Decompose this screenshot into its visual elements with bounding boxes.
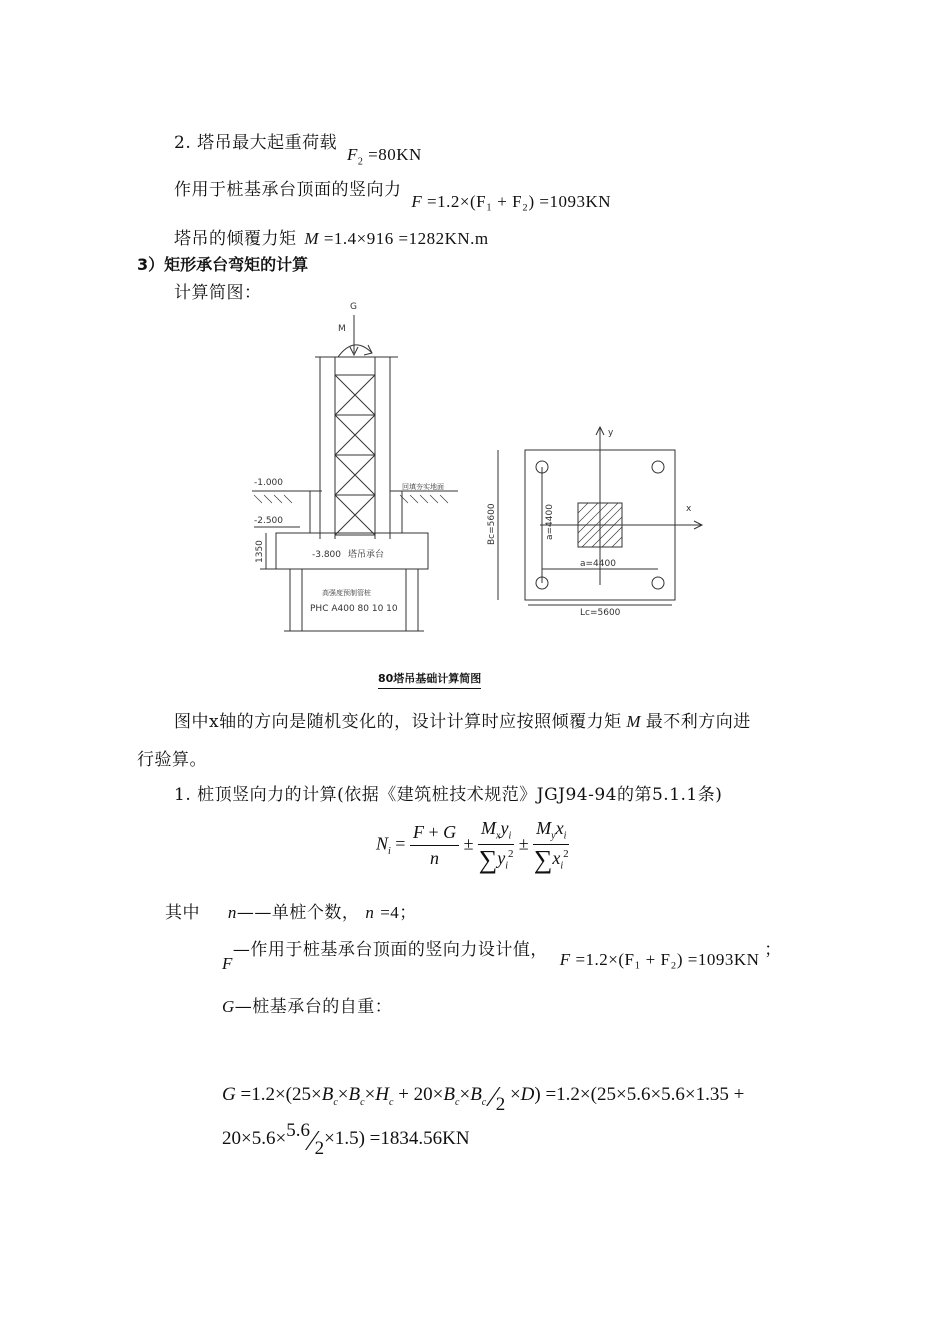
n-desc: ——单桩个数， [236, 903, 360, 923]
G-desc: —桩基承台的自重： [234, 997, 393, 1017]
para1-b: 最不利方向进 [645, 712, 751, 732]
F-desc: —作用于桩基承台顶面的竖向力设计值， [232, 940, 548, 960]
section-heading: 3）矩形承台弯矩的计算 [137, 255, 309, 274]
label-axis-x: x [686, 504, 692, 514]
label-a-horizontal: a=4400 [580, 559, 616, 569]
tower-crane-foundation-diagram [240, 295, 720, 655]
label-G: G [350, 302, 357, 312]
paragraph-x-axis-line2: 行验算。 [137, 750, 207, 770]
item2-line [174, 128, 422, 168]
label-elev-1: -1.000 [254, 478, 284, 488]
para1-a: 图中x轴的方向是随机变化的，设计计算时应按照倾覆力矩 [174, 712, 622, 732]
G-line2-end: ×1.5) =1834.56KN [324, 1128, 470, 1149]
item1-heading: 1. 桩顶竖向力的计算(依据《建筑桩技术规范》JGJ94-94的第5.1.1条) [174, 785, 723, 805]
item2-eq: =80KN [368, 145, 422, 164]
label-elev-2: -2.500 [254, 516, 284, 526]
moment-eq: =1.4×916 =1282KN.m [323, 229, 489, 248]
label-Bc: Bc=5600 [487, 503, 497, 545]
diagram-caption-label: 计算简图： [174, 283, 262, 303]
G-formula-line1: $G =1.2\times(25\times B_c\times B_c\times H_c + 20\times B_c\times B_c$ ⁄2 ×D) =1.2×(25×5.6×5.6×1.35 + [222, 1082, 745, 1115]
label-elev-3: -3.800 [312, 550, 342, 560]
ni-formula: $N_i$ = $\frac{F + G}{n}$ ± $\frac{M_xy_i}{\sum y_i^2}$ ± $\frac{M_yx_i}{\sum x_i^2}$ [376, 818, 569, 874]
F-desc-line: F—作用于桩基承台顶面的竖向力设计值， F =1.2×(F₁ + F₂) =1093KN ； [222, 940, 782, 973]
label-Lc: Lc=5600 [580, 608, 621, 618]
item2-label: 2. 塔吊最大起重荷载 [174, 133, 338, 153]
label-pile-spec: PHC A400 80 10 10 [310, 604, 398, 614]
label-cap: 塔吊承台 [348, 550, 385, 560]
moment-math: M =1.4×916 =1282KN.m [304, 229, 489, 248]
G-formula-line2: 20×5.6×5.6⁄2×1.5) =1834.56KN [222, 1120, 470, 1159]
vertical-force-line [174, 175, 612, 211]
item2-math: $F_2 =80KN$ [347, 145, 422, 168]
label-pile-type: 高强度预制管桩 [322, 589, 371, 597]
label-axis-y: y [608, 428, 614, 438]
moment-line [174, 224, 489, 249]
label-dim-1350: 1350 [255, 540, 265, 563]
F-value: =1.2×(F₁ + F₂) =1093KN [575, 950, 760, 969]
n-value: =4； [380, 903, 417, 922]
label-a-vertical: a=4400 [545, 504, 555, 540]
G-desc-line: G—桩基承台的自重： [222, 997, 393, 1017]
where-label: 其中 [165, 903, 200, 923]
paragraph-x-axis-line1: 图中x轴的方向是随机变化的，设计计算时应按照倾覆力矩 M 最不利方向进 [174, 712, 751, 732]
vertical-force-label: 作用于桩基承台顶面的竖向力 [174, 180, 402, 200]
where-n-line: 其中 n——单桩个数， n =4； [165, 903, 417, 923]
label-backfill: 回填夯实地面 [402, 483, 444, 491]
label-M: M [338, 324, 346, 334]
figure-caption: 80塔吊基础计算简图 [378, 670, 481, 689]
F-end: ； [764, 940, 782, 960]
vertical-force-math: F =1.2×(F₁ + F₂) =1093KN [411, 192, 612, 211]
vertical-force-eq: =1.2×(F₁ + F₂) =1093KN [427, 192, 612, 211]
moment-label: 塔吊的倾覆力矩 [174, 229, 297, 249]
